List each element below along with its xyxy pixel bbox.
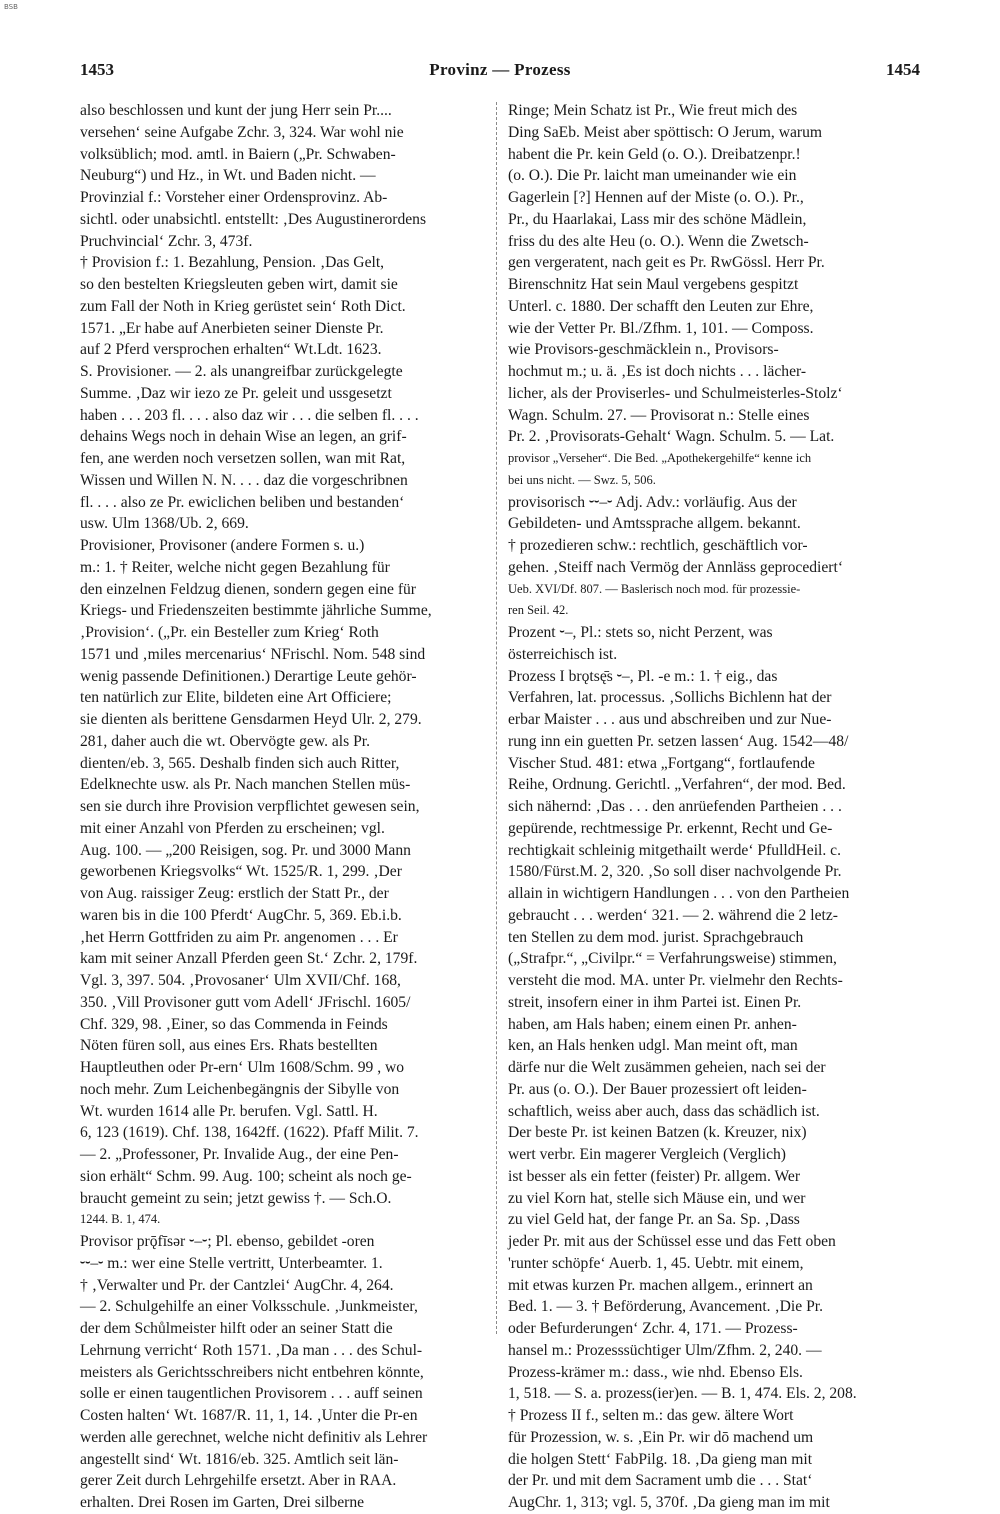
page-number-right: 1454 <box>886 60 920 79</box>
text-line: oder Befurderungen‘ Zchr. 4, 171. — Prozess- <box>508 1320 798 1337</box>
text-line: von Aug. raissiger Zeug: erstlich der Statt Pr., der <box>80 885 389 902</box>
text-line: mit etwas kurzen Pr. machen allgem., erinnert an <box>508 1276 813 1294</box>
text-line: Nöten füren soll, aus eines Ers. Rhats bestellten <box>80 1037 378 1055</box>
text-line: ⏑⏑–⏑ m.: wer eine Stelle vertritt, Unterbeamter. 1. <box>80 1254 383 1272</box>
text-line: volksüblich; mod. amtl. in Baiern („Pr. Schwaben- <box>80 145 396 163</box>
text-line: Lehrnung verricht‘ Roth 1571. ‚Da man . . . des Schul- <box>80 1341 423 1359</box>
text-line: Pr., du Haarlakai, Lass mir des schöne Mädlein, <box>508 210 807 228</box>
text-line: wenig passende Definitionen.) Derartige Leute gehör- <box>80 667 417 685</box>
text-line: Prozess-krämer m.: dass., wie nhd. Ebenso Els. <box>508 1363 803 1381</box>
text-line: gehen. ‚Steiff nach Vermög der Annläss geprocediert‘ <box>508 558 844 576</box>
page-number-left: 1453 <box>80 60 114 79</box>
text-line: därfe nur die Welt zusämmen geheien, nach sei der <box>508 1059 826 1076</box>
text-line: bei uns nicht. — Swz. 5, 506. <box>508 472 656 487</box>
text-line: ist besser als ein fetter (feister) Pr. allgem. Wer <box>508 1167 801 1185</box>
text-line: Pr. aus (o. O.). Der Bauer prozessiert oft leiden- <box>508 1080 807 1098</box>
text-line: † prozedieren schw.: rechtlich, geschäftlich vor- <box>508 537 808 554</box>
text-line: sichtl. oder unabsichtl. entstellt: ‚Des Augustinerordens <box>80 210 427 228</box>
text-line: AugChr. 1, 313; vgl. 5, 370f. ‚Da gieng man im mit <box>508 1494 830 1511</box>
text-line: Pruchvincial‘ Zchr. 3, 473f. <box>80 232 253 250</box>
text-line: noch mehr. Zum Leichenbegängnis der Sibylle von <box>80 1080 400 1098</box>
text-line: Provinzial f.: Vorsteher einer Ordensprovinz. Ab- <box>80 189 388 206</box>
text-line: Neuburg“) und Hz., in Wt. und Baden nicht. — <box>80 167 376 185</box>
text-line: gerer Zeit durch Lehrgehilfe ersetzt. Aber in RAA. <box>80 1472 397 1490</box>
text-line: Gebildeten- und Amtssprache allgem. bekannt. <box>508 515 801 533</box>
text-line: Edelknechte usw. als Pr. Nach manchen Stellen müs- <box>80 776 411 794</box>
text-line: Reihe, Ordnung. Gerichtl. „Verfahren“, der mod. Bed. <box>508 776 846 794</box>
text-line: haben . . . 203 fl. . . . also daz wir . . . die selben fl. . . . <box>80 406 419 424</box>
text-line: provisor „Verseher“. Die Bed. „Apothekergehilfe“ kenne ich <box>508 451 812 465</box>
text-line: so den bestelten Kriegsleuten geben wirt, damit sie <box>80 276 398 293</box>
text-line: † Prozess II f., selten m.: das gew. ältere Wort <box>508 1407 794 1424</box>
text-line: hansel m.: Prozesssüchtiger Ulm/Zfhm. 2, 240. — <box>508 1341 822 1359</box>
text-line: habent die Pr. kein Geld (o. O.). Dreibatzenpr.! <box>508 145 801 163</box>
text-line: Bed. 1. — 3. † Beförderung, Avancement. ‚Die Pr. <box>508 1298 823 1316</box>
text-line: hochmut m.; u. ä. ‚Es ist doch nichts . . . lächer- <box>508 363 807 380</box>
text-line: licher, als der Proviserles- und Schulmeisterles-Stolz‘ <box>508 384 843 402</box>
text-line: usw. Ulm 1368/Ub. 2, 669. <box>80 515 249 533</box>
text-line: der Pr. und mit dem Sacrament umb die . . . Stat‘ <box>508 1472 813 1490</box>
text-line: Ueb. XVI/Df. 807. — Baslerisch noch mod. für prozessie- <box>508 581 801 596</box>
text-line: Wagn. Schulm. 27. — Provisorat n.: Stelle eines <box>508 406 810 424</box>
library-stamp: BSB <box>4 3 18 11</box>
text-line: Vgl. 3, 397. 504. ‚Provosaner‘ Ulm XVII/Chf. 168, <box>80 972 401 989</box>
text-line: 6, 123 (1619). Chf. 138, 1642ff. (1622). Pfaff Milit. 7. <box>80 1124 419 1142</box>
text-line: Der beste Pr. ist keinen Batzen (k. Kreuzer, nix) <box>508 1124 807 1142</box>
text-line: 1244. B. 1, 474. <box>80 1212 161 1227</box>
text-line: sion erhält“ Schm. 99. Aug. 100; scheint als noch ge- <box>80 1167 412 1185</box>
text-line: also beschlossen und kunt der jung Herr sein Pr.... <box>80 102 392 119</box>
text-line: ten natürlich zur Elite, bildeten eine Art Officiere; <box>80 689 392 707</box>
text-line: dienten/eb. 3, 565. Deshalb finden sich auch Ritter, <box>80 754 400 772</box>
text-line: versteht die mod. MA. unter Pr. vielmehr den Rechts- <box>508 972 843 989</box>
text-line: ten Stellen zu dem mod. jurist. Sprachgebrauch <box>508 928 804 946</box>
text-line: fen, ane werden noch versetzen sollen, wan mit Rat, <box>80 450 406 467</box>
text-line: † Provision f.: 1. Bezahlung, Pension. ‚Das Gelt, <box>80 254 385 272</box>
text-line: sen sie durch ihre Provision verpflichtet gewesen sein, <box>80 798 420 815</box>
text-line: zum Fall der Noth in Krieg gerüstet sein‘ Roth Dict. <box>80 297 406 315</box>
text-line: 1571. „Er habe auf Anerbieten seiner Dienste Pr. <box>80 319 384 337</box>
text-line: werden alle gerechnet, welche nicht definitiv als Lehrer <box>80 1428 428 1446</box>
text-line: mit einer Anzahl von Pferden zu erscheinen; vgl. <box>80 819 385 837</box>
text-line: 1571 und ‚miles mercenarius‘ NFrischl. Nom. 548 sind <box>80 645 426 663</box>
text-line: Aug. 100. — „200 Reisigen, sog. Pr. und 3000 Mann <box>80 841 411 859</box>
text-line: Birenschnitz Hat sein Maul vergebens gespitzt <box>508 276 799 293</box>
text-line: schaftlich, weiss aber auch, dass das schädlich ist. <box>508 1102 820 1120</box>
text-line: Ringe; Mein Schatz ist Pr., Wie freut mich des <box>508 102 798 119</box>
text-line: wie Provisors-geschmäcklein n., Provisors- <box>508 341 779 359</box>
text-line: solle er einen taugentlichen Provisorem . . . auff seinen <box>80 1385 423 1403</box>
text-line: geworbenen Kriegsvolks“ Wt. 1525/R. 1, 299. ‚Der <box>80 863 402 881</box>
text-line: Gagerlein [?] Hennen auf der Miste (o. O.). Pr., <box>508 189 804 206</box>
text-line: Vischer Stud. 481: etwa „Fortgang“, fortlaufende <box>508 754 815 772</box>
text-line: rung inn ein guetten Pr. setzen lassen‘ Aug. 1542—48/ <box>508 732 849 750</box>
text-line: Prozent ⏑–, Pl.: stets so, nicht Perzent, was <box>508 624 773 641</box>
text-line: Provisioner, Provisoner (andere Formen s. u.) <box>80 537 365 554</box>
text-line: wie der Vetter Pr. Bl./Zfhm. 1, 101. — Composs. <box>508 319 814 337</box>
text-line: ‚Provision‘. („Pr. ein Besteller zum Krieg‘ Roth <box>80 624 379 641</box>
text-line: auf 2 Pferd versprochen erhalten“ Wt.Ldt. 1623. <box>80 341 382 359</box>
right-column <box>508 100 920 1511</box>
text-line: dehains Wegs noch in dehain Wise an legen, an grif- <box>80 428 407 446</box>
text-line: gen vergeratent, nach geit es Pr. RwGössl. Herr Pr. <box>508 254 825 272</box>
left-column <box>80 100 492 1511</box>
text-line: angestellt sind‘ Wt. 1816/eb. 325. Amtlich seit län- <box>80 1450 399 1468</box>
text-line: versehen‘ seine Aufgabe Zchr. 3, 324. War wohl nie <box>80 123 404 141</box>
text-line: jeder Pr. mit aus der Schüssel esse und das Fett oben <box>508 1233 836 1250</box>
text-line: 281, daher auch die wt. Obervögte gew. als Pr. <box>80 732 370 750</box>
text-line: Wissen und Willen N. N. . . . daz die vorgeschribnen <box>80 471 408 489</box>
text-line: ken, an Hals henken udgl. Man meint oft, man <box>508 1037 798 1055</box>
text-line: Wt. wurden 1614 alle Pr. berufen. Vgl. Sattl. H. <box>80 1102 378 1120</box>
text-line: den einzelnen Feldzug dienen, sondern gegen eine für <box>80 580 417 598</box>
text-line: österreichisch ist. <box>508 645 618 663</box>
column-divider <box>496 102 497 1334</box>
text-line: kam mit seiner Anzall Pferden geen St.‘ Zchr. 2, 179f. <box>80 950 418 968</box>
text-line: der dem Schůlmeister hilft oder an seiner Statt die <box>80 1320 393 1337</box>
text-line: Costen halten‘ Wt. 1687/R. 11, 1, 14. ‚Unter die Pr-en <box>80 1407 418 1424</box>
text-line: friss du des alte Heu (o. O.). Wenn die Zwetsch- <box>508 232 809 250</box>
text-line: ‚het Herrn Gottfriden zu aim Pr. angenomen . . . Er <box>80 928 398 946</box>
text-line: Verfahren, lat. processus. ‚Sollichs Bichlenn hat der <box>508 689 832 707</box>
text-line: Unterl. c. 1880. Der schafft den Leuten zur Ehre, <box>508 297 814 315</box>
text-line: meisters als Gerichtsschreibers nicht entbehren könnte, <box>80 1363 424 1381</box>
page-header <box>80 60 920 82</box>
text-line: (o. O.). Die Pr. laicht man umeinander wie ein <box>508 167 797 185</box>
text-line: fl. . . . also ze Pr. ewiclichen beliben und bestanden‘ <box>80 493 405 511</box>
text-line: gepürende, rechtmessige Pr. erkennt, Recht und Ge- <box>508 819 833 837</box>
text-line: für Prozession, w. s. ‚Ein Pr. wir dō machend um <box>508 1428 814 1446</box>
text-line: gebraucht . . . werden‘ 321. — 2. während die 2 letz- <box>508 906 838 924</box>
text-line: m.: 1. † Reiter, welche nicht gegen Bezahlung für <box>80 558 390 576</box>
text-line: Pr. 2. ‚Provisorats-Gehalt‘ Wagn. Schulm. 5. — Lat. <box>508 428 835 446</box>
text-line: Kriegs- und Friedenszeiten bestimmte jährliche Summe, <box>80 602 432 620</box>
text-line: sich nähernd: ‚Das . . . den anrüefenden Partheien . . . <box>508 798 842 815</box>
text-line: Summe. ‚Daz wir iezo ze Pr. geleit und ussgesetzt <box>80 384 392 402</box>
text-line: S. Provisioner. — 2. als unangreifbar zurückgelegte <box>80 363 403 380</box>
text-line: waren bis in die 100 Pferdt‘ AugChr. 5, 369. Eb.i.b. <box>80 906 402 924</box>
text-line: ren Seil. 42. <box>508 603 569 618</box>
text-line: Chf. 329, 98. ‚Einer, so das Commenda in Feinds <box>80 1015 388 1033</box>
text-line: † ‚Verwalter und Pr. der Cantzlei‘ AugChr. 4, 264. <box>80 1276 394 1294</box>
text-line: erhalten. Drei Rosen im Garten, Drei silberne <box>80 1494 365 1511</box>
text-line: erbar Maister . . . aus und abschreiben und zur Nue- <box>508 711 832 728</box>
text-line: provisorisch ⏑⏑–⏑ Adj. Adv.: vorläufig. Aus der <box>508 493 797 511</box>
text-line: rechtigkait schleinig mitgethailt werde‘ PfulldHeil. c. <box>508 841 842 859</box>
text-line: haben, am Hals haben; einem einen Pr. anhen- <box>508 1015 797 1033</box>
text-line: — 2. Schulgehilfe an einer Volksschule. ‚Junkmeister, <box>80 1298 418 1316</box>
text-line: braucht gemeint zu sein; jetzt gewiss †. — Sch.O. <box>80 1189 392 1207</box>
text-line: („Strafpr.“, „Civilpr.“ = Verfahrungsweise) stimmen, <box>508 950 837 968</box>
text-line: Prozess I brǫtsę̄s ⏑–, Pl. -e m.: 1. † eig., das <box>508 667 778 685</box>
text-line: sie dienten als berittene Gensdarmen Heyd Ulr. 2, 279. <box>80 711 422 728</box>
running-title: Provinz — Prozess <box>429 60 571 79</box>
text-line: 350. ‚Vill Provisoner gutt vom Adell‘ JFrischl. 1605/ <box>80 993 411 1011</box>
text-line: wert verbr. Ein magerer Vergleich (Verglich) <box>508 1146 786 1163</box>
text-line: streit, insofern einer in ihm Partei ist. Einen Pr. <box>508 993 802 1011</box>
text-line: 'runter schöpfe‘ Auerb. 1, 45. Uebtr. mit einem, <box>508 1254 804 1272</box>
text-line: zu viel Geld hat, der fange Pr. an Sa. Sp. ‚Dass <box>508 1211 800 1229</box>
text-line: — 2. „Professoner, Pr. Invalide Aug., der eine Pen- <box>80 1146 399 1163</box>
text-line: 1580/Fürst.M. 2, 320. ‚So soll diser nachvolgende Pr. <box>508 863 842 881</box>
text-line: Ding SaEb. Meist aber spöttisch: O Jerum, warum <box>508 123 822 141</box>
text-line: allain in wichtigern Handlungen . . . von den Partheien <box>508 885 850 902</box>
text-line: 1, 518. — S. a. prozess(ier)en. — B. 1, 474. Els. 2, 208. <box>508 1385 857 1403</box>
text-line: zu viel Korn hat, stelle sich Mäuse ein, und wer <box>508 1189 806 1207</box>
text-line: Provisor prǭfīsər ⏑–⏑; Pl. ebenso, gebildet -oren <box>80 1233 375 1250</box>
text-line: Hauptleuthen oder Pr-ern‘ Ulm 1608/Schm. 99 , wo <box>80 1059 405 1076</box>
text-line: die holgen Stett‘ FabPilg. 18. ‚Da gieng man mit <box>508 1450 813 1468</box>
